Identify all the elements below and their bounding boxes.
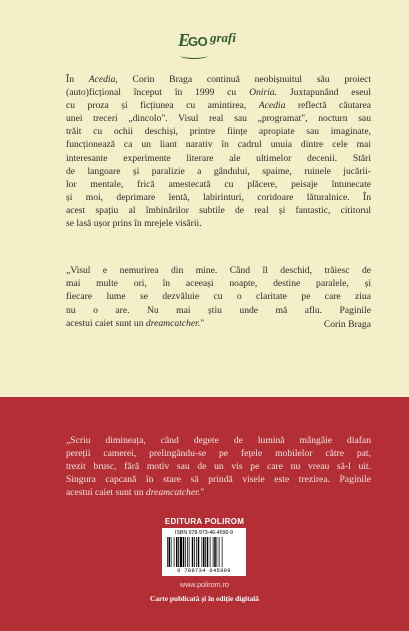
red-quote-line: acestui caiet sunt un dreamcatcher."	[66, 487, 205, 499]
blurb-line: unei treceri „dincolo". Visul real sau „programat", nocturn sau	[66, 113, 371, 125]
blurb-line: trăit cu ochii deschiși, printre ființe apropiate sau imaginate,	[66, 126, 371, 138]
quote-line: fiecare lume se dezvăluie cu o claritate pe care ziua	[66, 291, 371, 303]
blurb-line: se lasă ușor prins în mrejele visării.	[66, 218, 202, 230]
red-quote-line: Singura capcană în stare să prindă visele este trezirea. Paginile	[66, 474, 371, 486]
blurb-line: lor mentale, frică amestecată cu plăcere, peisaje întunecate	[66, 178, 371, 190]
logo-grafi: grafi	[210, 30, 236, 45]
blurb-line: (auto)ficțional început în 1999 cu Oniria. Juxtapunând eseul	[66, 87, 371, 99]
quote-line: „Visul e nemurirea din mine. Când îl deschid, trăiesc de	[66, 265, 371, 276]
red-quote-line: trezit brusc, fără motiv sau de un vis pe care nu vreau să-l uit.	[66, 461, 371, 473]
blurb-line: și moi, deprimare lentă, labirinturi, coridoare lăturalnice. În	[66, 191, 371, 203]
quote-line: mai multe ori, în aceeași noapte, destine paralele, și	[66, 278, 371, 290]
barcode-digits: 9 789734 645909	[177, 568, 231, 574]
quote-line: nu o are. Nu mai știu unde mă aflu. Paginile	[66, 304, 371, 316]
publisher-url[interactable]: www.polirom.ro	[179, 580, 230, 589]
blurb-line: În Acedia, Corin Braga continuă neobișnuitul său proiect	[66, 74, 371, 85]
ego-grafi-logo	[178, 30, 238, 58]
digital-edition-note: Carte publicată și în ediție digitală	[149, 594, 259, 603]
logo-e: E	[178, 30, 191, 50]
blurb-line: interesante experimente literare ale ultimelor decenii. Stări	[66, 152, 371, 164]
blurb-line: cu proza și ficțiunea cu amintirea, Acedia reflectă căutarea	[66, 100, 372, 112]
barcode-icon	[167, 537, 241, 567]
blurb-paragraph	[66, 73, 371, 230]
quote-author: Corin Braga	[323, 319, 371, 330]
barcode-box	[162, 528, 246, 576]
quote-line: acestui caiet sunt un dreamcatcher."	[66, 317, 205, 329]
blurb-line: de langoare și paralizie a gândului, spaime, ruinele jucării-	[66, 165, 371, 177]
red-quote-line: „Scriu dimineața, când degete de lumină mângâie diafan	[66, 435, 371, 446]
logo-swirl-icon	[180, 52, 208, 59]
blurb-line: acest spațiu al îmbinărilor subtile de real și fantastic, cititorul	[66, 204, 371, 216]
isbn-text: ISBN 978-973-46-4590-9	[175, 530, 233, 536]
blurb-line: funcționează ca un liant narativ în cadrul unuia dintre cele mai	[66, 139, 371, 151]
logo-go: GO	[188, 34, 208, 49]
red-quote-line: pereții camerei, prelingându-se pe fețele mobilelor către pat,	[66, 448, 371, 460]
red-quote-paragraph	[66, 434, 371, 499]
publisher-name: EDITURA POLIROM	[164, 517, 245, 526]
